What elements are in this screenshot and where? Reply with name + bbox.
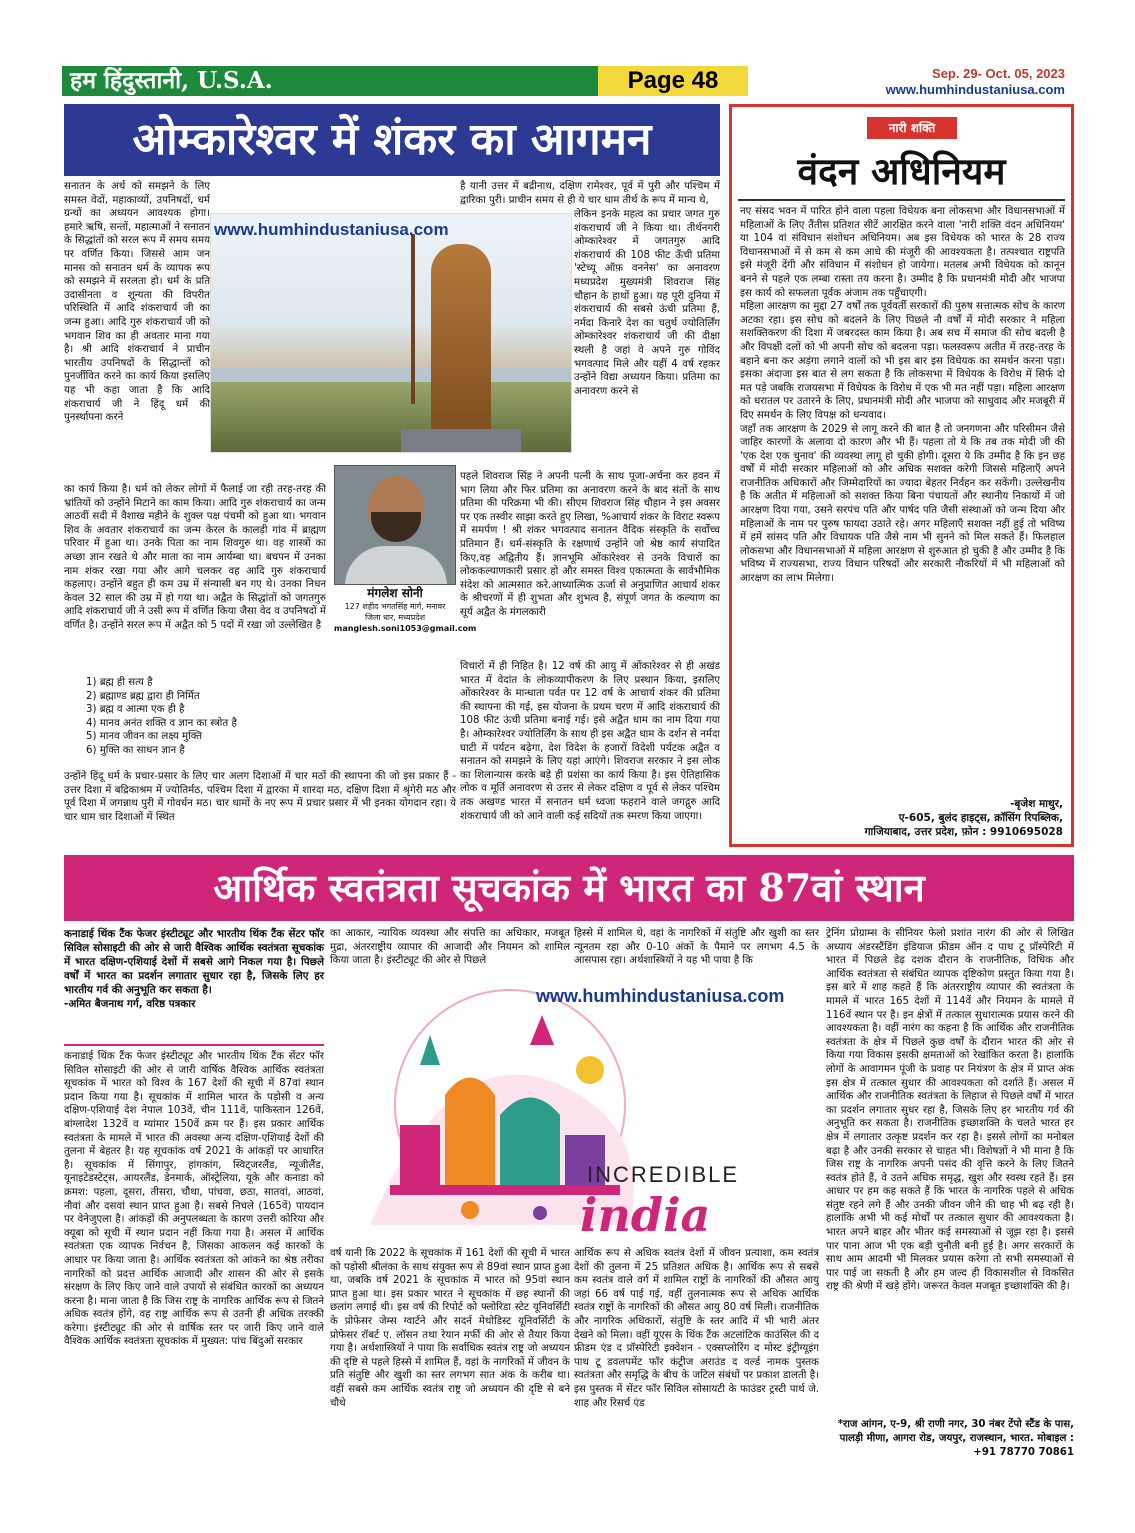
staff-shape bbox=[411, 234, 415, 404]
article1-column2-top: है यानी उत्तर में बद्रीनाथ, दक्षिण रामेश्वर, पूर्व में पुरी और पश्चिम में द्वारिका पुरी। प्राचीन समय से ही ये चार धाम तीर्थ के रूप में मान्य थे, bbox=[460, 181, 720, 206]
sidebar-paragraph: जहाँ तक आरक्षण के 2029 से लागू करने की बात है तो जनगणना और परिसीमन जैसे जाहिर कारणों के अलावा दो कारण और भी हैं। पहला तो ये कि तब तक मोदी जी की 'एक देश एक चुनाव' की व्यवस्था लागू हो चुकी होगी। दूसरा ये कि उम्मीद है कि इन छह वर्षों में मोदी सरकार महिलाओं को और अधिक सशक्त करेगी जिससे महिलाएँ अपने राजनीतिक अधिकारों और जिम्मेदारियों का ज्यादा बेहतर निर्वहन कर सकेंगी। उल्लेखनीय है कि अतीत में महिलाओं को सशक्त किया बिना पंचायतों और स्थानीय निकायों में जो आरक्षण दिया गया, उसने सरपंच पति और पार्षद पति जैसी संस्थाओं को जन्म दिया और महिलाओं के नाम पर पुरुष फायदा उठाते रहे। अगर महिलाएँ सशक्त नहीं हुई तो भविष्य में हमें सांसद पति और विधायक पति जैसे नाम भी सुनने को मिल सकते हैं। फिलहाल लोकसभा और विधानसभाओं में महिला आरक्षण से शुरुआत हो चुकी है और उम्मीद है कि भविष्य में राज्यसभा, राज्य विधान परिषदों और सरकारी नौकरियों में भी महिलाओं को आरक्षण का लाभ मिलेगा। bbox=[740, 423, 1065, 585]
article1-headline: ओम्कारेश्वर में शंकर का आगमन bbox=[64, 104, 720, 176]
statue-shape bbox=[431, 244, 491, 444]
list-item: 3) ब्रह्म व आत्मा एक ही है bbox=[86, 704, 185, 716]
article1-column2-right: लेकिन इनके महत्व का प्रचार जगत गुरु शंकराचार्य जी ने किया था। तीर्थनगरी ओम्कारेश्वर में जगतगुरु आदि शंकराचार्य की 108 फीट ऊँची प्रतिमा 'स्टेच्यू ऑफ़ वननेस' का अनावरण मध्यप्रदेश मुख्यमंत्री शिवराज सिंह चौहान के हाथों हुआ। यह पूरी दुनिया में शंकराचार्य की सबसे ऊंची प्रतिमा हैं, नर्मदा किनारे देश का चतुर्थ ज्योतिर्लिंग ओम्कारेश्वर शंकराचार्य जी की दीक्षा स्थली है जहां वे अपने गुरु गोविंद भगवत्पाद मिले और यहीं 4 वर्ष रहकर उन्होंने विद्या अध्ययन किया। प्रतिमा का अनावरण करने से bbox=[574, 209, 720, 397]
photo-watermark: www.humhindustaniusa.com bbox=[214, 220, 449, 239]
newspaper-name: हम हिंदुस्तानी, U.S.A. bbox=[62, 66, 598, 96]
india-text: india bbox=[580, 1188, 711, 1242]
article2-headline: आर्थिक स्वतंत्रता सूचकांक में भारत का 87वां स्थान bbox=[64, 855, 1074, 921]
issue-date: Sep. 29- Oct. 05, 2023 bbox=[932, 66, 1065, 81]
advaita-list bbox=[64, 676, 326, 758]
sidebar-author: -बृजेश माथुर, bbox=[1010, 798, 1063, 810]
sidebar-headline: वंदन अधिनियम bbox=[797, 149, 1006, 193]
article2-column3-bottom: आर्थिक रूप से अधिक स्वतंत्र देशों में जीवन प्रत्याशा, कम स्वतंत्र देशों की तुलना में 25 प्रतिशत अधिक है। आर्थिक रूप से सबसे कम स्वतंत्र वाले वर्ग में शामिल राष्ट्रों के नागरिकों की औसत आयु जहां 66 वर्ष पाई गई, वहीं तुलनात्मक रूप से अधिक आर्थिक स्वतंत्र राष्ट्रों के नागरिकों की औसत आयु 80 वर्ष मिली। राजनीतिक और नागरिक अधिकारों, संतुष्टि के स्तर आदि में भी भारी अंतर देखने को मिला। वहीं यूएस के थिंक टैंक अटलांटिक काउंसिल की द फ्रीडम एंड द प्रॉस्पेरिटी इक्वेशन - एक्सप्लोरिंग द मोस्ट इंट्रीग्यूइंग पाथ टू डवलपमेंट फॉर कंट्रीज अराउंड द वर्ल्ड नामक पुस्तक स्वतंत्रता और समृद्धि के बीच के जटिल संबंधों पर प्रकाश डालती है। इस पुस्तक में सेंटर फॉर सिविल सोसायटी के फाउंडर ट्रस्टी पार्थ जे. शाह और रिसर्च एंड bbox=[574, 1248, 819, 1409]
incredible-text: INCREDIBLE bbox=[587, 1162, 740, 1187]
sidebar-address-line1: ए-605, बुलंद हाइट्स, क्रॉसिंग रिपब्लिक, bbox=[898, 812, 1063, 824]
author-name: मंगलेश सोनी bbox=[367, 586, 423, 600]
article2-lead bbox=[64, 927, 324, 1045]
author-address-line2: जिला धार, मध्यप्रदेश bbox=[364, 613, 426, 622]
sidebar-address-line2: गाजियाबाद, उत्तर प्रदेश, फ़ोन : 9910695028 bbox=[864, 826, 1063, 838]
article1-column1-top: सनातन के अर्थ को समझने के लिए समस्त वेदों, महाकाव्यों, उपनिषदों, धर्म ग्रन्थों का अध्ययन आवश्यक होगा। हमारे ऋषि, सन्तों, महात्माओं ने सनातन के सिद्धांतों को सरल रूप में समय समय पर वर्णित किया। जिससे आम जन मानस को सनातन धर्म के व्यापक रूप को समझने में सरलता हो। धर्म के प्रति उदासीनता व शून्यता की विपरीत परिस्थिति में आदि शंकराचार्य जी का जन्म हुआ। आदि गुरु शंकराचार्य जी को भगवान शिव का ही अवतार माना गया है। श्री आदि शंकराचार्य ने प्राचीन भारतीय उपनिषदों के सिद्धान्तों को पुनर्जीवित करने का कार्य किया इसलिए यह भी कहा जाता है कि आदि शंकराचार्य जी ने हिंदू धर्म की पुनर्स्थापना करने bbox=[64, 181, 210, 424]
artwork-watermark: www.humhindustaniusa.com bbox=[536, 986, 785, 1006]
sidebar-signature bbox=[865, 797, 1063, 839]
india-collage-graphic bbox=[330, 975, 820, 1243]
article2-column2-bottom: वर्ष यानी कि 2022 के सूचकांक में 161 देशों की सूची में भारत को पड़ोसी श्रीलंका के साथ संयुक्त रूप से 89वां स्थान प्राप्त हुआ था, जबकि वर्ष 2021 के सूचकांक में भारत को 95वां स्थान प्राप्त हुआ था। इस प्रकार भारत ने सूचकांक में छह स्थानों की छलांग लगाई थी। इस वर्ष की रिपोर्ट को फ्लोरिडा स्टेट यूनिवर्सिटी के प्रोफेसर जेम्स ग्वार्टने और सदर्न मेथोडिस्ट यूनिवर्सिटी के प्रोफेसर रॉबर्ट ए. लॉसन तथा रेयान मर्फी की ओर से तैयार किया गया है। अर्थशास्त्रियों ने पाया कि सर्वाधिक स्वतंत्र राष्ट्र जो अध्ययन की दृष्टि से पहले हिस्से में शामिल हैं, वहां के नागरिकों में जीवन के प्रति संतुष्टि और खुशी का स्तर लगभग सात अंक के करीब था। वहीं सबसे कम आर्थिक स्वतंत्र राष्ट्र जो अध्ययन की दृष्टि से बने चौथे bbox=[330, 1248, 570, 1409]
list-item: 1) ब्रह्म ही सत्य है bbox=[86, 677, 153, 688]
pedestal-shape bbox=[401, 429, 521, 453]
page-number: Page 48 bbox=[598, 66, 748, 96]
sidebar-box bbox=[729, 104, 1074, 847]
article1-column2-bottom: विचारों में ही निहित है। 12 वर्ष की आयु में ओंकारेश्वर से ही अखंड भारत में वेदांत के लोकव्यापीकरण के लिए प्रस्थान किया, इसलिए ओंकारेश्वर के मान्धाता पर्वत पर 12 वर्ष के आचार्य शंकर की प्रतिमा की स्थापना की गई, इस योजना के प्रथम चरण में आदि शंकराचार्य की 108 फीट ऊंची प्रतिमा बनाई गई। इसे अद्वैत धाम का नाम दिया गया है। ओम्कारेश्वर ज्योतिर्लिंग के साथ ही इस अद्वैत धाम के दर्शन से नर्मदा घाटी में पर्यटन बढ़ेगा, देश विदेश के हजारों विदेशी पर्यटक अद्वैत व सनातन को समझने के लिए यहां आएंगे। शिवराज सरकार ने इस लोक का शिलान्यास करके बड़े ही प्रशंसा का कार्य किया है। इस ऐतिहासिक लोक व मूर्ति अनावरण से उत्तर से लेकर दक्षिण व पूर्व से लेकर पश्चिम तक अखण्ड भारत में सनातन धर्म ध्वजा फहराने वाले जगद्गुरु आदि शंकराचार्य जी को आने वाली कई सदियों तक स्मरण किया जाएगा। bbox=[460, 661, 720, 822]
article2-column3-top: हिस्से में शामिल थे, वहां के नागरिकों में संतुष्टि और खुशी का स्तर न्यूनतम रहा और 0-10 अंकों के पैमाने पर लगभग 4.5 के आसपास रहा। अर्थशास्त्रियों ने यह भी पाया है कि bbox=[574, 928, 819, 967]
article1-column1-body: का कार्य किया है। धर्म को लेकर लोगों में फैलाई जा रही तरह-तरह की भ्रांतियों को उन्होंने मिटाने का काम किया। आदि गुरु शंकराचार्य का जन्म आठवीं सदी में वैशाख महीने के शुक्ल पक्ष पंचमी को हुआ था। भगवान शिव के अवतार शंकराचार्य का जन्म केरल के कालड़ी गांव में ब्राह्मण परिवार में हुआ था। उनके पिता का नाम शिवगुरु था। वह शास्त्रों का अच्छा ज्ञान रखते थे और माता का नाम आर्यम्बा था। बचपन में उनका नाम शंकर रखा गया और आगे चलकर वह आदि गुरु शंकराचार्य कहलाए। उन्होंने बहुत ही कम उम्र में संन्यासी बन गए थे। उनका निधन केवल 32 साल की उम्र में हो गया था। अद्वैत के सिद्धांतों को जगतगुरु आदि शंकराचार्य जी ने उसी रूप में वर्णित किया जैसा वेद व उपनिषदों में वर्णित है। उन्होंने सरल रूप में अद्वैत को 5 पदों में रखा जो उल्लेखित है bbox=[64, 484, 326, 631]
lead-divider bbox=[64, 1044, 324, 1046]
article2-signature: *राज आंगन, ए-9, श्री राणी नगर, 30 नंबर टेंपो स्टैंड के पास, पालड़ी मीणा, आगरा रोड, जयपुर, राजस्थान, भारत. मोबाइल : +91 78770 70861 bbox=[837, 1419, 1074, 1458]
list-item: 5) मानव जीवन का लक्ष्य मुक्ति bbox=[86, 731, 203, 743]
article2-column1: कनाडाई थिंक टैंक फेजर इंस्टीट्यूट और भारतीय थिंक टैंक सेंटर फॉर सिविल सोसाइटी की ओर से जारी वार्षिक वैश्विक आर्थिक स्वतंत्रता सूचकांक में भारत को विश्व के 167 देशों की सूची में 87वां स्थान प्रदान किया गया है। सूचकांक में शामिल भारत के पड़ोसी व अन्य दक्षिण-एशियाई देश नेपाल 103वें, चीन 111वें, पाकिस्तान 126वें, बांग्लादेश 132वें व म्यांमार 150वें क्रम पर हैं। इस प्रकार आर्थिक स्वतंत्रता के मामले में भारत की अवस्था अन्य दक्षिण-एशियाई देशों की तुलना में बेहतर है। यह सूचकांक वर्ष 2021 के आंकड़ों पर आधारित है। सूचकांक में सिंगापुर, हांगकांग, स्विट्जरलैंड, न्यूजीलैंड, यूनाइटेडस्टेट्स, आयरलैंड, डेनमार्क, ऑस्ट्रेलिया, यूके और कनाडा को क्रमश: पहला, दूसरा, तीसरा, चौथा, पांचवा, छठा, सातवां, आठवां, नौवां और दसवां स्थान प्राप्त हुआ है। सबसे निचले (165वें) पायदान पर वेनेजुएला है। आंकड़ों की अनुपलब्धता के कारण उत्तरी कोरिया और क्यूबा को सूची में स्थान प्रदान नहीं किया गया है। असल में आर्थिक स्वतंत्रता एक व्यापक निर्वचन है, जिसका आकलन कई कारकों के आधार पर किया जाता है। आर्थिक स्वतंत्रता को आंकने का श्रेष्ठ तरीका नागरिकों को प्रदत्त आर्थिक आजादी और शासन की ओर से इसके संरक्षण के लिए किए जाने वाले उपायों से संबंधित कारकों का अध्ययन करना है। माना जाता है कि जिस राष्ट्र के नागरिक आर्थिक रूप से जितने अधिक स्वतंत्र होंगे, वह राष्ट्र आर्थिक रूप से उतनी ही अधिक तरक्की करेगा। इंस्टीट्यूट की ओर से वार्षिक स्तर पर जारी किए जाने वाले वैश्विक आर्थिक स्वतंत्रता सूचकांक में मुख्यत: पांच बिंदुओं सरकार bbox=[64, 1051, 324, 1348]
list-item: 2) ब्रह्माण्ड ब्रह्म द्वारा ही निर्मित bbox=[86, 690, 200, 702]
article2-column2-top: का आकार, न्यायिक व्यवस्था और संपत्ति का अधिकार, मजबूत मुद्रा, अंतरराष्ट्रीय व्यापार की आजादी और नियमन को शामिल किया जाता है। इंस्टीट्यूट की ओर से पिछले bbox=[330, 928, 570, 967]
author-email[interactable]: manglesh.soni1053@gmail.com bbox=[334, 624, 477, 633]
sidebar-body bbox=[740, 205, 1065, 790]
sidebar-divider bbox=[738, 199, 1065, 201]
article2-byline: -अमित बैजनाथ गर्ग, वरिष्ठ पत्रकार bbox=[64, 998, 196, 1010]
author-photo bbox=[334, 465, 456, 585]
list-item: 4) मानव अनंत शक्ति व ज्ञान का स्त्रोत है bbox=[86, 717, 237, 729]
list-item: 6) मुक्ति का साधन ज्ञान है bbox=[86, 744, 185, 756]
incredible-india-artwork bbox=[330, 975, 820, 1243]
author-card bbox=[334, 585, 477, 645]
article1-column2-mid: पहले शिवराज सिंह ने अपनी पत्नी के साथ पूजा-अर्चना कर हवन में भाग लिया और फिर प्रतिमा का अनावरण करने के बाद संतों के साथ प्रतिमा की परिक्रमा भी की। सीएम शिवराज सिंह चौहान ने इस अवसर पर एक तस्वीर साझा करते हुए लिखा, %आचार्य शंकर के विराट स्वरूप में समर्पण ! श्री शंकर भगवत्पाद सनातन वैदिक संस्कृति के सर्वोच्च प्रतिमान हैं। धर्म-संस्कृति के रक्षणार्थ उन्होंने जो श्रेष्ठ कार्य संपादित किए,वह अद्वितीय हैं। ज्ञानभूमि ओंकारेश्वर से उनके विचारों का लोककल्याणकारी प्रसार हो और समस्त विश्व एकात्मता के सार्वभौमिक संदेश को आत्मसात करे.आध्यात्मिक ऊर्जा से अनुप्राणित आचार्य शंकर के श्रीचरणों में ही शुभता और शुभत्व है, संपूर्ण जगत के कल्याण का सूर्य अद्वैत के मंगलकारी bbox=[460, 471, 720, 618]
masthead bbox=[62, 66, 1077, 100]
article2-lead-text: कनाडाई थिंक टैंक फेजर इंस्टीट्यूट और भारतीय थिंक टैंक सेंटर फॉर सिविल सोसाइटी की ओर से जारी वैश्विक आर्थिक स्वतंत्रता सूचकांक में भारत दक्षिण-एशियाई देशों में सबसे आगे निकल गया है। पिछले वर्षों में भारत का प्रदर्शन लगातार सुधार रहा है, जिसके लिए हर भारतीय गर्व की अनुभूति कर सकता है। bbox=[64, 928, 324, 996]
author-body-shape bbox=[345, 546, 447, 585]
statue-photo bbox=[210, 213, 572, 453]
website-link[interactable]: www.humhindustaniusa.com bbox=[885, 82, 1065, 97]
author-beard-shape bbox=[371, 512, 421, 542]
article2-column4: ट्रेनिंग प्रोग्राम्स के सीनियर फेलो प्रशांत नारंग की ओर से लिखित अध्याय अंडरस्टैंडिंग इंडियाज फ्रीडम ऑन द पाथ टू प्रॉस्पेरिटी में भारत में पिछले डेढ़ दशक दौरान के राजनीतिक, विधिक और आर्थिक स्वतंत्रता से संबंधित व्यापक दृष्टिकोण प्रस्तुत किया गया है। इस बारे में शाह कहते हैं कि अंतरराष्ट्रीय व्यापार की स्वतंत्रता के मामले में भारत 165 देशों में 114वें और नियमन के मामले में 116वें स्थान पर है। इन क्षेत्रों में तत्काल सुधारात्मक प्रयास करने की आवश्यकता है। वहीं नारंग का कहना है कि आर्थिक और राजनीतिक स्वतंत्रता के क्षेत्र में पिछले कुछ वर्षों के दौरान भारत की ओर से किया गया विकास इसकी क्षमताओं को रेखांकित करता है। हालांकि लोगों के आवागमन पूंजी के प्रवाह पर नियंत्रण के क्षेत्र में प्राप्त अंक इस क्षेत्र में तत्काल सुधार की आवश्यकता को दर्शाते हैं। असल में आर्थिक और राजनीतिक स्वतंत्रता के लिहाज से पिछले वर्षों में भारत का प्रदर्शन लगातार सुधर रहा है, जिसके लिए हर भारतीय गर्व की अनुभूति कर सकता है। राजनीतिक इच्छाशक्ति के चलते भारत हर क्षेत्र में लगातार उत्कृष्ट प्रदर्शन कर रहा है। इससे लोगों का मनोबल बढ़ा है और उनकी सरकार से चाहत भी। विशेषज्ञों ने भी माना है कि जिस राष्ट्र के नागरिक अपनी पसंद की वृत्ति करने के लिए जितने स्वतंत्र होते हैं, वे उतने अधिक समृद्ध, खुश और स्वस्थ रहते हैं। इस आधार पर हम कह सकते हैं कि भारत के नागरिक पहले से अधिक संतुष्ट रहने लगे हैं और उनकी जीवन जीने की चाह भी बढ़ रही है। हालांकि अभी भी कई मोर्चों पर तत्काल सुधार की आवश्यकता है। भारत अपने बाहर और भीतर कई समस्याओं से जूझ रहा है। इससे पार पाना आज भी एक बड़ी चुनौती बनी हुई है। अगर सरकारों के साथ आम आदमी भी मिलकर प्रयास करेगा तो सभी समस्याओं से पार पाई जा सकती है और हम जल्द ही विकासशील से विकसित राष्ट्र की श्रेणी में खड़े होंगे। जरूरत केवल मजबूत इच्छाशक्ति की है। bbox=[826, 928, 1074, 1293]
author-address-line1: 127 शहीद भगतसिंह मार्ग, मनावर bbox=[344, 602, 446, 611]
article1-column1-end: उन्होंने हिंदू धर्म के प्रचार-प्रसार के लिए चार अलग दिशाओं में चार मठों की स्थापना की जो इस प्रकार हैं - उत्तर दिशा में बद्रिकाश्रम में ज्योतिर्मठ, पश्चिम दिशा में द्वारका में शारदा मठ, दक्षिण दिशा में श्रृंगेरी मठ और पूर्व दिशा में जगन्नाथ पुरी में गोवर्धन मठ। चार धामों के नए रूप में प्रचार प्रसार में भी इनका योगदान रहा। ये चार धाम चार दिशाओं में स्थित bbox=[64, 771, 456, 823]
sidebar-paragraph: नए संसद भवन में पारित होने वाला पहला विधेयक बना लोकसभा और विधानसभाओं में महिलाओं के लिए तैंतीस प्रतिशत सीटें आरक्षित करने वाला 'नारी शक्ति वंदन अधिनियम' या 104 वां संविधान संशोधन अधिनियम। अब इस विधेयक को भारत के 28 राज्य विधानसभाओं में से कम से कम आधे की मंजूरी की आवश्यकता है। तत्पश्चात राष्ट्रपति इसे मंजूरी देंगी और संविधान में संशोधन हो जायेगा। मतलब अभी विधेयक को कानून बनने से पहले एक लम्बा रास्ता तय करना है। उम्मीद है कि प्रधानमंत्री मोदी और भाजपा इस कार्य को सफलता पूर्वक अंजाम तक पहुँचाएगी। bbox=[740, 206, 1065, 299]
sidebar-tag: नारी शक्ति bbox=[867, 117, 957, 139]
sidebar-paragraph: महिला आरक्षण का मुद्दा 27 वर्षों तक पूर्ववर्ती सरकारों की पुरुष सत्तात्मक सोच के कारण अटका रहा। इस सोच को बदलने के लिए पिछले नौ वर्षों में मोदी सरकार ने महिला सशक्तिकरण की दिशा में जबरदस्त काम किया है। अब सच में समाज की सोच बदली है और विपक्षी दलों को भी अपनी सोच को बदलना पड़ा। फलस्वरूप अतीत में तरह-तरह के बहाने बना कर अड़ंगा लगाने वालों को भी इस बार इस विधेयक का समर्थन करना पड़ा। इसका अंदाजा इस बात से लग सकता है कि लोकसभा में विधेयक के विरोध में सिर्फ दो मत पड़े जबकि राजयसभा में विधेयक के विरोध में एक भी मत नहीं पड़ा। महिला आरक्षण को धरातल पर उतारने के लिए, प्रधानमंत्री मोदी और भाजपा को साधुवाद और मजबूरी में दिए समर्थन के लिए विपक्ष को धन्यवाद। bbox=[740, 301, 1065, 421]
